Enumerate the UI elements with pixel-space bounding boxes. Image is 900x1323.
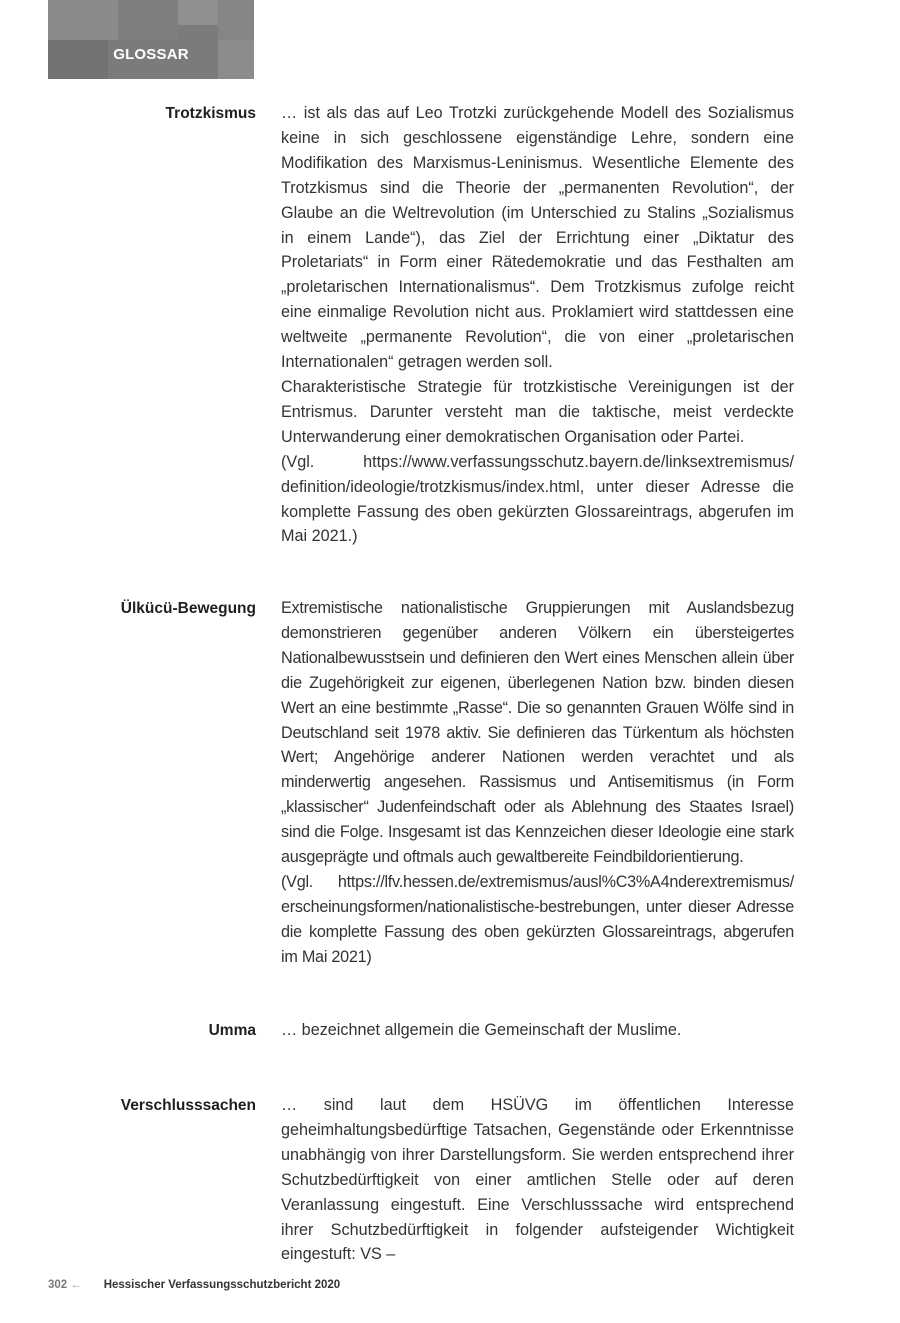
definition-paragraph: (Vgl. https://lfv.hessen.de/extremismus/ausl%C3%A4nderextremismus/ erscheinungsformen/nationalistische-bestrebungen, unter dieser Adresse die komplette Fassung des oben gekürzten Glossareintrags, abgerufen im Mai 2021) bbox=[281, 872, 794, 966]
glossary-definition bbox=[281, 1093, 794, 1267]
glossary-term: Trotzkismus bbox=[165, 105, 256, 122]
section-header-tab bbox=[48, 0, 254, 79]
definition-paragraph: … ist als das auf Leo Trotzki zurückgehende Modell des Sozialismus keine in sich geschlossene eigenständige Lehre, sondern eine Modifikation des Marxismus-Leninismus. Wesentliche Elemente des Trotzkismus sind die Theorie der „permanenten Revolution“, der Glaube an die Weltrevolution (im Unterschied zu Stalins „Sozialismus in einem Lande“), das Ziel der Errichtung einer „Diktatur des Proletariats“ in Form einer Rätedemokratie und das Festhalten am „proletarischen Internationalismus“. Dem Trotzkismus zufolge reicht eine einmalige Revolution nicht aus. Proklamiert wird stattdessen eine weltweite „permanente Revolution“, die von einer „proletarischen Internationalen“ getragen werden soll. bbox=[281, 104, 794, 372]
header-tile bbox=[178, 0, 218, 25]
arrow-left-icon[interactable]: ← bbox=[70, 1279, 82, 1291]
glossary-definition bbox=[281, 596, 794, 970]
definition-paragraph: … bezeichnet allgemein die Gemeinschaft der Muslime. bbox=[281, 1021, 682, 1039]
glossary-term: Verschlusssachen bbox=[120, 1097, 256, 1114]
page-number: 302 bbox=[48, 1279, 68, 1291]
definition-paragraph: Charakteristische Strategie für trotzkistische Vereinigungen ist der Entrismus. Darunter versteht man die taktische, meist verdeckte Unterwanderung einer demokratischen Organisation oder Partei. bbox=[281, 377, 794, 446]
glossary-term: Umma bbox=[208, 1022, 256, 1039]
header-tile bbox=[48, 0, 118, 40]
glossary-definition bbox=[281, 1018, 794, 1043]
definition-paragraph: (Vgl. https://www.verfassungsschutz.bayern.de/linksextremismus/ definition/ideologie/trotzkismus/index.html, unter dieser Adresse die komplette Fassung des oben gekürzten Glossareintrags, abgerufen im Mai 2021.) bbox=[281, 452, 794, 546]
definition-paragraph: … sind laut dem HSÜVG im öffentlichen Interesse geheimhaltungsbedürftige Tatsachen, Gegenstände oder Erkenntnisse unabhängig von ihrer Darstellungsform. Sie werden entsprechend ihrer Schutzbedürftigkeit von einer amtlichen Stelle oder auf deren Veranlassung eingestuft. Eine Verschlusssache wird entsprechend ihrer Schutzbedürftigkeit in folgender aufsteigender Wichtigkeit eingestuft: VS – bbox=[281, 1096, 794, 1264]
section-label: GLOSSAR bbox=[113, 46, 189, 63]
glossary-definition bbox=[281, 101, 794, 549]
definition-paragraph: Extremistische nationalistische Gruppierungen mit Auslandsbezug demonstrieren gegenüber anderen Völkern ein übersteigertes Nationalbewusstsein und definieren den Wert eines Menschen allein über die Zugehörigkeit zur eigenen, überlegenen Nation bzw. binden diesen Wert an eine bestimmte „Rasse“. Die so genannten Grauen Wölfe sind in Deutschland seit 1978 aktiv. Sie definieren das Türkentum als höchsten Wert; Angehörige anderer Nationen werden verachtet und als minderwertig angesehen. Rassismus und Antisemitismus (in Form „klassischer“ Judenfeindschaft oder als Ablehnung des Staates Israel) sind die Folge. Insgesamt ist das Kennzeichen dieser Ideologie eine stark ausgeprägte und oftmals auch gewaltbereite Feindbildorientierung. bbox=[281, 599, 794, 867]
publication-title: Hessischer Verfassungsschutzbericht 2020 bbox=[103, 1279, 341, 1291]
glossary-term: Ülkücü-Bewegung bbox=[120, 600, 256, 617]
header-tile bbox=[118, 0, 178, 40]
page-footer bbox=[48, 1279, 340, 1291]
header-tile bbox=[218, 0, 254, 40]
